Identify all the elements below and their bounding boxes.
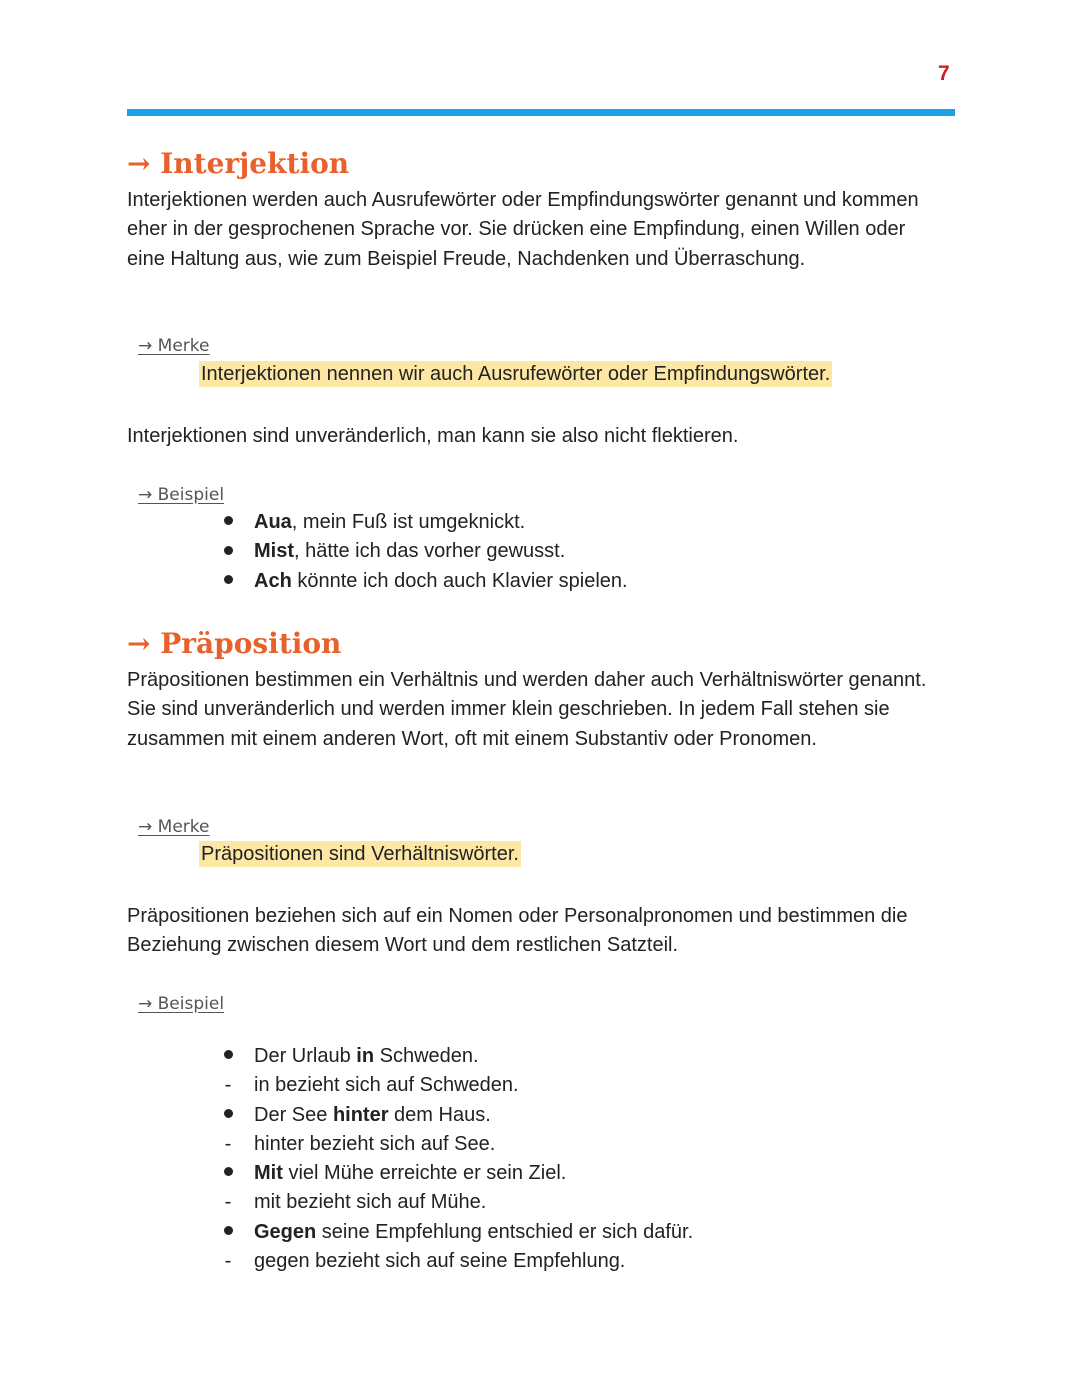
bullet-icon — [221, 567, 235, 596]
list-item: Der See hinter dem Haus. — [221, 1101, 693, 1130]
intro-praeposition: Präpositionen bestimmen ein Verhältnis und werden daher auch Verhältniswörter genannt. Sie sind unveränderlich und werden immer klein geschrieben. In jedem Fall stehen sie zusammen mit einem anderen Wort, oft mit einem Substantiv oder Pronomen. — [127, 669, 927, 750]
merke-box-interjektion: Interjektionen nennen wir auch Ausrufewörter oder Empfindungswörter. — [201, 363, 831, 385]
bullet-icon — [221, 1042, 235, 1071]
list-item: Mist, hätte ich das vorher gewusst. — [221, 537, 628, 566]
list-item: Der Urlaub in Schweden. — [221, 1042, 693, 1071]
page-number: 7 — [938, 62, 950, 85]
body-praeposition: Präpositionen beziehen sich auf ein Nomen oder Personalpronomen und bestimmen die Beziehung zwischen diesem Wort und dem restlichen Satzteil. — [127, 905, 908, 957]
list-item: - in bezieht sich auf Schweden. — [221, 1071, 693, 1100]
section-title-interjektion: → Interjektion — [127, 147, 350, 180]
body-interjektion: Interjektionen sind unveränderlich, man kann sie also nicht flektieren. — [127, 425, 739, 447]
dash-icon — [221, 1247, 235, 1276]
dash-icon — [221, 1071, 235, 1100]
list-item: Mit viel Mühe erreichte er sein Ziel. — [221, 1159, 693, 1188]
merke-label-interjektion: → Merke — [138, 336, 210, 356]
list-item: - gegen bezieht sich auf seine Empfehlung. — [221, 1247, 693, 1276]
intro-interjektion: Interjektionen werden auch Ausrufewörter oder Empfindungswörter genannt und kommen eher in der gesprochenen Sprache vor. Sie drücken eine Empfindung, einen Willen oder eine Haltung aus, wie zum Beispiel Freude, Nachdenken und Überraschung. — [127, 189, 919, 270]
example-list-praeposition — [221, 1042, 693, 1276]
bullet-icon — [221, 1101, 235, 1130]
list-item: Gegen seine Empfehlung entschied er sich dafür. — [221, 1218, 693, 1247]
bullet-icon — [221, 537, 235, 566]
dash-icon — [221, 1188, 235, 1217]
list-item: Aua, mein Fuß ist umgeknickt. — [221, 508, 628, 537]
top-rule — [127, 109, 955, 116]
beispiel-label-praeposition: → Beispiel — [138, 994, 225, 1014]
bullet-icon — [221, 508, 235, 537]
bullet-icon — [221, 1159, 235, 1188]
dash-icon — [221, 1130, 235, 1159]
list-item: - mit bezieht sich auf Mühe. — [221, 1188, 693, 1217]
list-item: Ach könnte ich doch auch Klavier spielen. — [221, 567, 628, 596]
beispiel-label-interjektion: → Beispiel — [138, 485, 225, 505]
example-list-interjektion — [221, 508, 628, 596]
bullet-icon — [221, 1218, 235, 1247]
merke-label-praeposition: → Merke — [138, 817, 210, 837]
section-title-praeposition: → Präposition — [127, 627, 342, 660]
merke-box-praeposition: Präpositionen sind Verhältniswörter. — [201, 843, 519, 865]
list-item: - hinter bezieht sich auf See. — [221, 1130, 693, 1159]
